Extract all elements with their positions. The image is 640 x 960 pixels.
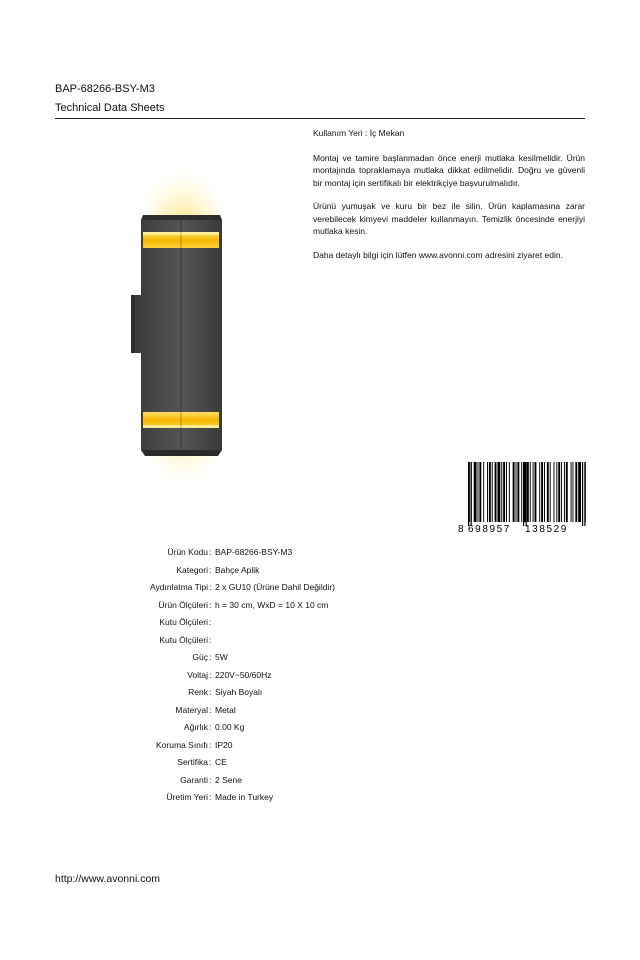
barcode-guard-bar xyxy=(471,462,472,526)
barcode-guard-bar xyxy=(468,462,469,526)
barcode-bar xyxy=(495,462,497,522)
barcode-digit-first: 8 xyxy=(458,524,464,534)
barcode-bar xyxy=(516,462,517,522)
barcode-bar xyxy=(513,462,515,522)
spec-row xyxy=(0,598,640,612)
barcode-bar xyxy=(578,462,581,522)
description-block xyxy=(313,127,585,272)
barcode-bar xyxy=(503,462,505,522)
spec-separator: : xyxy=(209,704,212,715)
spec-row xyxy=(0,650,640,664)
barcode-guard-bar xyxy=(584,462,585,526)
spec-value: Metal xyxy=(215,704,236,715)
spec-value: IP20 xyxy=(215,739,233,750)
document-subtitle: Technical Data Sheets xyxy=(55,102,165,114)
barcode-bar xyxy=(506,462,507,522)
barcode-bar xyxy=(541,462,543,522)
spec-separator: : xyxy=(209,669,212,680)
spec-separator: : xyxy=(209,634,212,645)
spec-separator: : xyxy=(209,564,212,575)
spec-value: 0.00 Kg xyxy=(215,722,245,732)
spec-row xyxy=(0,668,640,682)
product-code-header: BAP-68266-BSY-M3 xyxy=(55,83,155,95)
spec-separator: : xyxy=(209,739,212,750)
spec-separator: : xyxy=(209,792,212,802)
barcode-bar xyxy=(558,462,560,522)
installation-warning-text: Montaj ve tamire başlanmadan önce enerji mutlaka kesilmelidir. Ürün montajında topraklamaya mutlaka dikkat edilmelidir. Doğru ve güvenli bir montaj için sertifikalı bir elektrikçiye başvurulmalıdır. xyxy=(313,152,585,188)
barcode-bar xyxy=(533,462,534,522)
barcode-bar xyxy=(479,462,481,522)
barcode-bar xyxy=(547,462,549,522)
barcode-bar xyxy=(521,462,522,522)
footer-website-link[interactable]: http://www.avonni.com xyxy=(55,873,161,885)
spec-value: 5W xyxy=(215,652,228,662)
spec-separator: : xyxy=(209,599,212,610)
barcode-bar xyxy=(573,462,574,522)
barcode-guard-bar xyxy=(523,462,524,526)
spec-label: Aydınlatma Tipi xyxy=(150,582,208,592)
spec-label: Koruma Sınıfı xyxy=(156,739,208,750)
barcode-bar xyxy=(489,462,491,522)
spec-value: BAP-68266-BSY-M3 xyxy=(215,547,293,557)
barcode-bar xyxy=(517,462,519,522)
barcode-bar xyxy=(530,462,531,522)
spec-label: Kategori xyxy=(176,564,208,575)
barcode-bar xyxy=(478,462,479,522)
barcode-bar xyxy=(550,462,551,522)
spec-row xyxy=(0,703,640,717)
barcode-bar xyxy=(539,462,540,522)
usage-location-text: Kullanım Yeri : İç Mekan xyxy=(313,128,405,138)
spec-value: Bahçe Aplik xyxy=(215,564,260,575)
spec-value: Siyah Boyalı xyxy=(215,687,263,697)
spec-label: Garanti xyxy=(180,774,208,785)
cleaning-instructions-text: Ürünü yumuşak ve kuru bir bez ile silin. Ürün kaplamasına zarar verebilecek kimyevi maddeler kullanmayın. Temizlik öncesinde enerjiyi mutlaka kesin. xyxy=(313,201,585,236)
barcode-bar xyxy=(487,462,488,522)
spec-label: Ağırlık xyxy=(183,722,208,732)
spec-row xyxy=(0,738,640,752)
spec-label: Güç xyxy=(192,652,208,662)
more-info-text: Daha detaylı bilgi için lütfen www.avonni.com adresini ziyaret edin. xyxy=(313,249,563,260)
barcode-digits-right: 138529 xyxy=(525,524,568,534)
spec-separator: : xyxy=(209,687,212,697)
barcode-bar xyxy=(509,462,510,522)
spec-separator: : xyxy=(209,652,212,662)
spec-label: Materyal xyxy=(175,704,208,715)
spec-row xyxy=(0,720,640,734)
spec-row xyxy=(0,580,640,594)
spec-value: 220V~50/60Hz xyxy=(215,669,272,680)
spec-row xyxy=(0,615,640,629)
spec-value: 2 x GU10 (Ürüne Dahil Değildir) xyxy=(215,582,335,592)
spec-row xyxy=(0,685,640,699)
spec-row xyxy=(0,545,640,559)
product-image xyxy=(110,140,260,520)
spec-label: Ürün Kodu xyxy=(167,547,208,557)
spec-label: Voltaj xyxy=(187,669,208,680)
barcode-bar xyxy=(535,462,537,522)
spec-value: Made in Turkey xyxy=(215,792,274,802)
spec-row xyxy=(0,563,640,577)
barcode-digits-left: 698957 xyxy=(468,524,511,534)
spec-label: Kutu Ölçüleri xyxy=(159,617,208,627)
spec-label: Renk xyxy=(188,687,208,697)
header-divider xyxy=(55,118,585,119)
barcode-bar xyxy=(501,462,502,522)
spec-separator: : xyxy=(209,774,212,785)
barcode-image xyxy=(458,462,586,534)
barcode-bar xyxy=(561,462,562,522)
spec-row xyxy=(0,773,640,787)
spec-value: 2 Sene xyxy=(215,774,242,785)
barcode-bars xyxy=(468,462,586,526)
barcode-bar xyxy=(497,462,500,522)
barcode-bar xyxy=(527,462,529,522)
spec-row xyxy=(0,790,640,804)
spec-label: Ürün Ölçüleri xyxy=(158,599,208,610)
barcode-bar xyxy=(554,462,555,522)
barcode-bar xyxy=(571,462,572,522)
barcode-bar xyxy=(556,462,557,522)
barcode-bar xyxy=(544,462,545,522)
barcode-guard-bar xyxy=(526,462,527,526)
spec-separator: : xyxy=(209,547,212,557)
spec-value: h = 30 cm, WxD = 10 X 10 cm xyxy=(215,599,329,610)
barcode-guard-bar xyxy=(582,462,583,526)
spec-value: CE xyxy=(215,757,227,767)
spec-label: Üretim Yeri xyxy=(166,792,208,802)
spec-label: Sertifika xyxy=(177,757,208,767)
barcode-bar xyxy=(492,462,493,522)
barcode-bar xyxy=(575,462,577,522)
barcode-bar xyxy=(566,462,568,522)
lamp-body xyxy=(141,215,222,456)
barcode-bar xyxy=(483,462,484,522)
spec-separator: : xyxy=(209,582,212,592)
spec-row xyxy=(0,755,640,769)
spec-separator: : xyxy=(209,722,212,732)
spec-label: Kutu Ölçüleri xyxy=(159,634,208,645)
barcode-bar xyxy=(474,462,477,522)
barcode-bar xyxy=(564,462,565,522)
spec-separator: : xyxy=(209,617,212,627)
spec-row xyxy=(0,633,640,647)
spec-separator: : xyxy=(209,757,212,767)
